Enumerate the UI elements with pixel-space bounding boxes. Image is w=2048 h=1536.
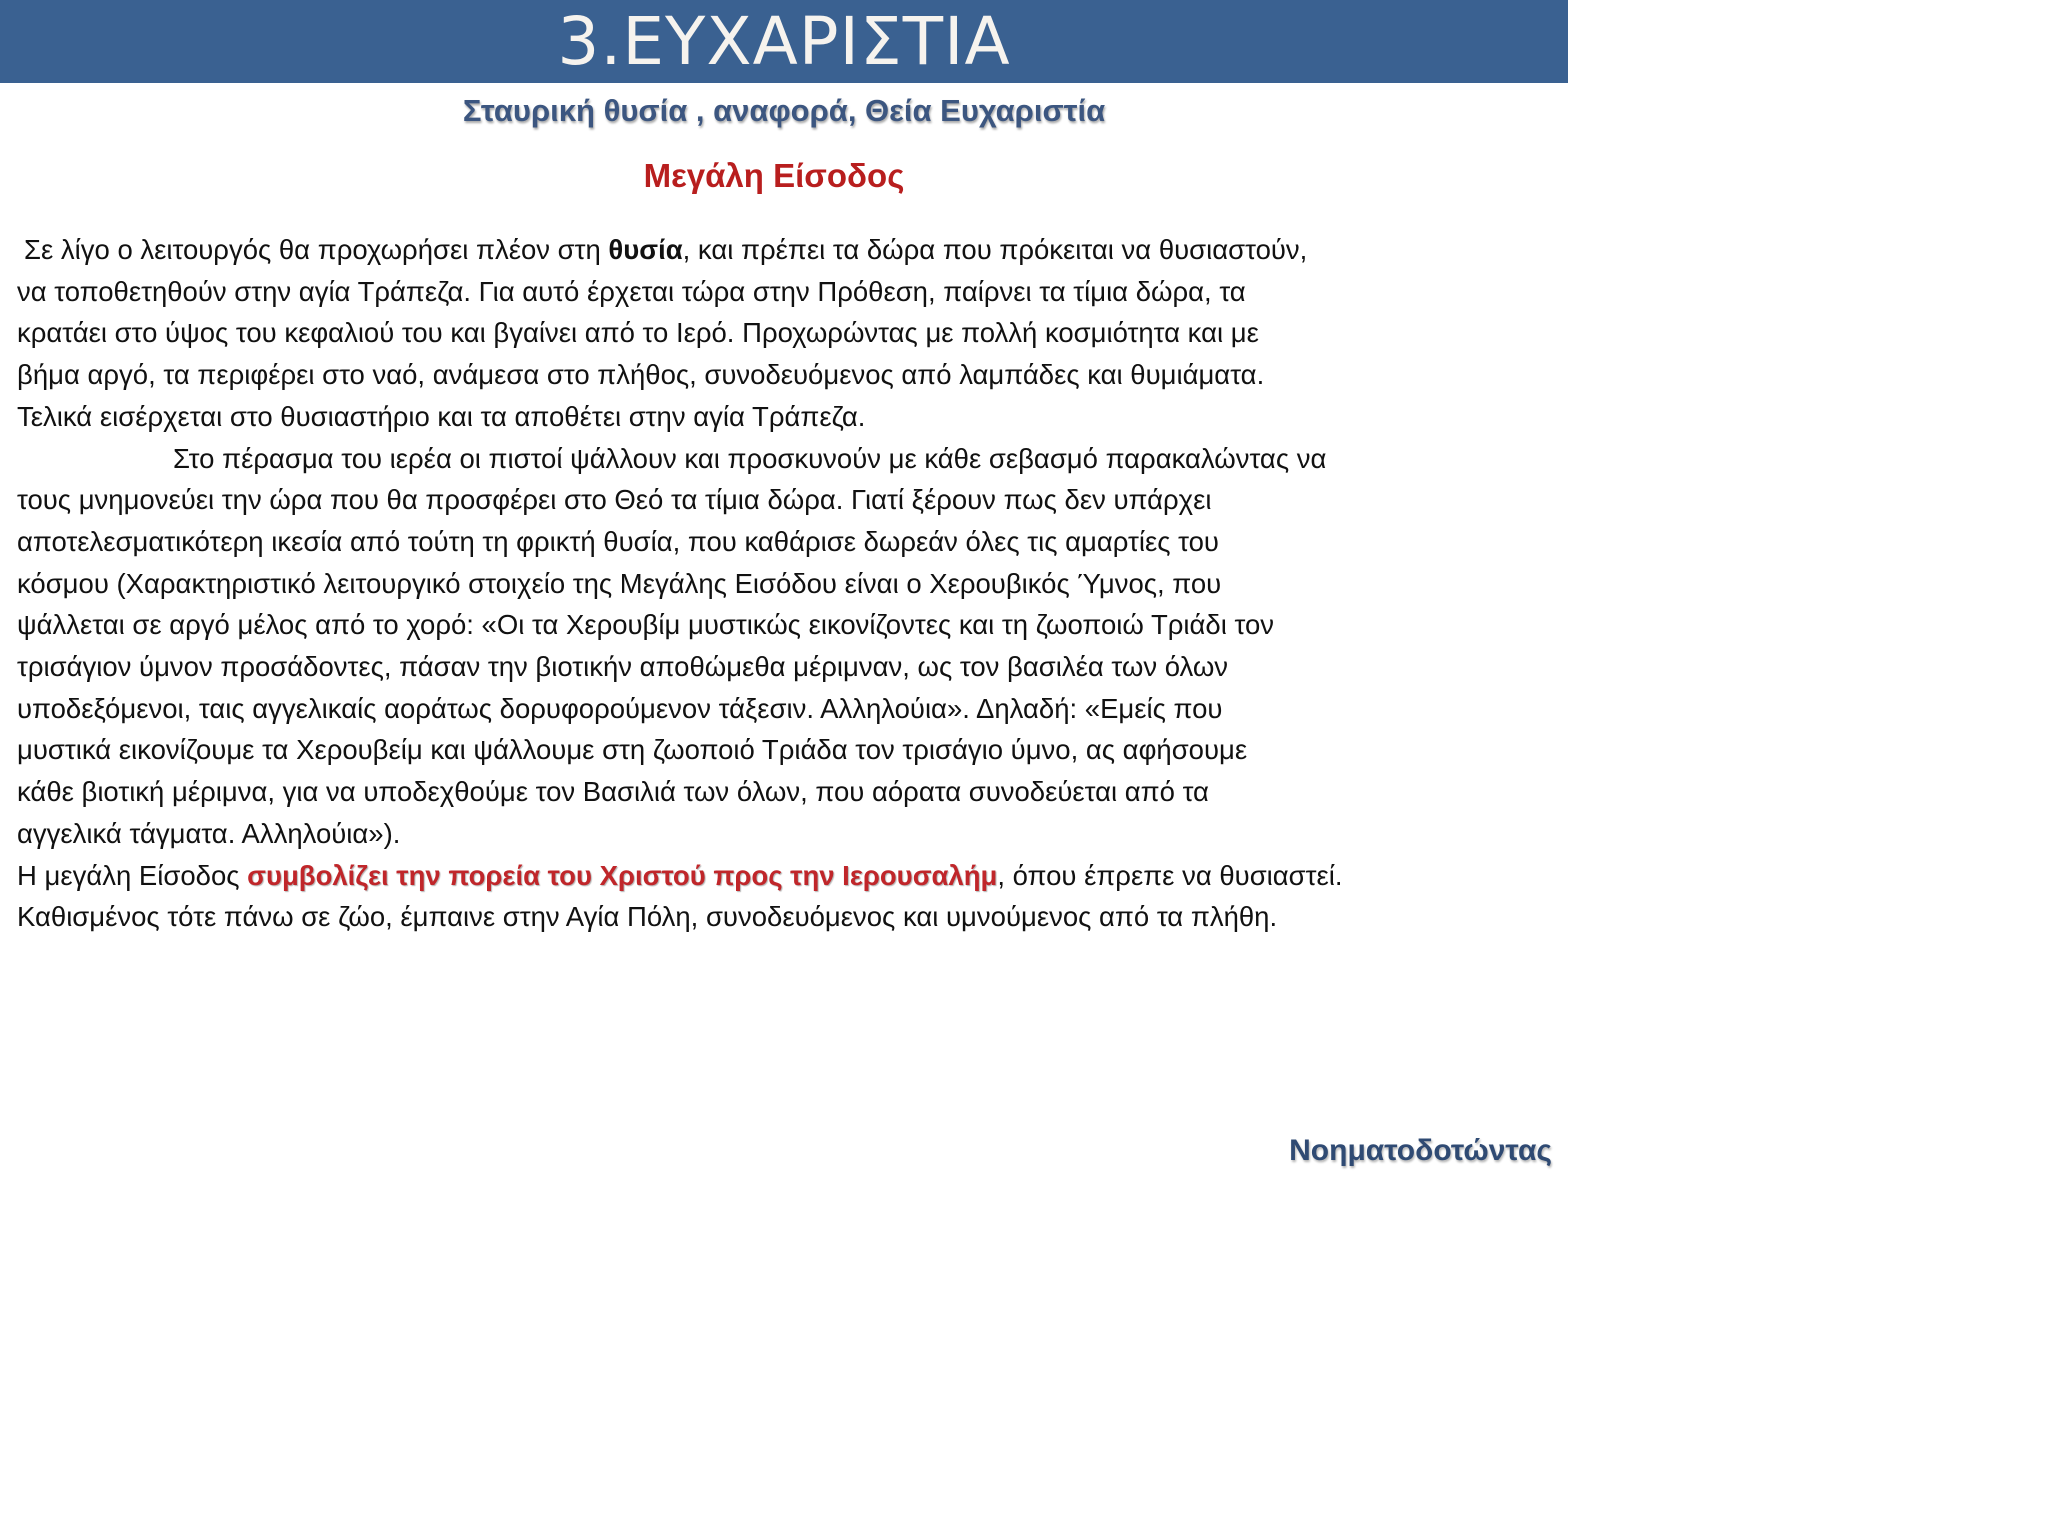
paragraph-2-line-10: αγγελικά τάγματα. Αλληλούια»). [17,817,401,849]
paragraph-2-line-9: κάθε βιοτική μέριμνα, για να υποδεχθούμε τον Βασιλιά των όλων, που αόρατα συνοδεύεται από τα [17,776,1209,808]
paragraph-3-text: Η μεγάλη Είσοδος [17,859,248,891]
paragraph-2-line-8: μυστικά εικονίζουμε τα Χερουβείμ και ψάλλουμε στη ζωοποιό Τριάδα τον τρισάγιο ύμνο, ας αφήσουμε [17,734,1248,766]
paragraph-2-line-5: ψάλλεται σε αργό μέλος από το χορό: «Οι τα Χερουβίμ μυστικώς εικονίζοντες και τη ζωοποιώ Τριάδι τον [17,609,1275,641]
bold-term-thysia: θυσία [608,234,683,265]
paragraph-2-line-6: τρισάγιον ύμνον προσάδοντες, πάσαν την βιοτικήν αποθώμεθα μέριμναν, ως τον βασιλέα των όλων [17,651,1229,683]
paragraph-1-line-4: βήμα αργό, τα περιφέρει στο ναό, ανάμεσα στο πλήθος, συνοδευόμενος από λαμπάδες και θυμιάματα. [17,359,1265,391]
highlighted-phrase: συμβολίζει την πορεία του Χριστού προς την Ιερουσαλήμ [247,859,998,891]
paragraph-2-line-1: Στο πέρασμα του ιερέα οι πιστοί ψάλλουν και προσκυνούν με κάθε σεβασμό παρακαλώντας να [173,442,1327,474]
body-text [17,229,1542,938]
paragraph-1-text-cont: , και πρέπει τα δώρα που πρόκειται να θυσιαστούν, [682,234,1308,265]
paragraph-1-text: Σε λίγο ο λειτουργός θα προχωρήσει πλέον στη [24,234,609,265]
paragraph-3-text-cont: , όπου έπρεπε να θυσιαστεί. [997,859,1343,891]
section-heading: Μεγάλη Είσοδος [643,157,905,194]
paragraph-1-line-5: Τελικά εισέρχεται στο θυσιαστήριο και τα αποθέτει στην αγία Τράπεζα. [17,400,866,432]
paragraph-1-line-3: κρατάει στο ύψος του κεφαλιού του και βγαίνει από το Ιερό. Προχωρώντας με πολλή κοσμιότητα και με [17,317,1259,349]
slide-title: 3.ΕΥΧΑΡΙΣΤΙΑ [557,3,1011,80]
paragraph-1-line-2: να τοποθετηθούν στην αγία Τράπεζα. Για αυτό έρχεται τώρα στην Πρόθεση, παίρνει τα τίμια δώρα, τα [17,275,1246,307]
paragraph-2-line-2: τους μνημονεύει την ώρα που θα προσφέρει στο Θεό τα τίμια δώρα. Γιατί ξέρουν πως δεν υπάρχει [17,484,1212,516]
slide-subtitle: Σταυρική θυσία , αναφορά, Θεία Ευχαριστία [462,93,1106,128]
paragraph-2-line-7: υποδεξόμενοι, ταις αγγελικαίς αοράτως δορυφορούμενον τάξεσιν. Αλληλούια». Δηλαδή: «Εμείς που [17,692,1223,724]
paragraph-2-line-3: αποτελεσματικότερη ικεσία από τούτη τη φρικτή θυσία, που καθάρισε δωρεάν όλες τις αμαρτίες του [17,525,1219,557]
footer-label: Νοηματοδοτώντας [1289,1134,1552,1167]
paragraph-1-line-1 [17,229,1542,271]
paragraph-2-line-4: κόσμου (Χαρακτηριστικό λειτουργικό στοιχείο της Μεγάλης Εισόδου είναι ο Χερουβικός Ύμνος, που [17,567,1222,599]
title-bar [0,0,1568,83]
paragraph-3-line-1 [17,855,1542,897]
paragraph-3-line-2: Καθισμένος τότε πάνω σε ζώο, έμπαινε στην Αγία Πόλη, συνοδευόμενος και υμνούμενος από τα πλήθη. [17,901,1278,933]
